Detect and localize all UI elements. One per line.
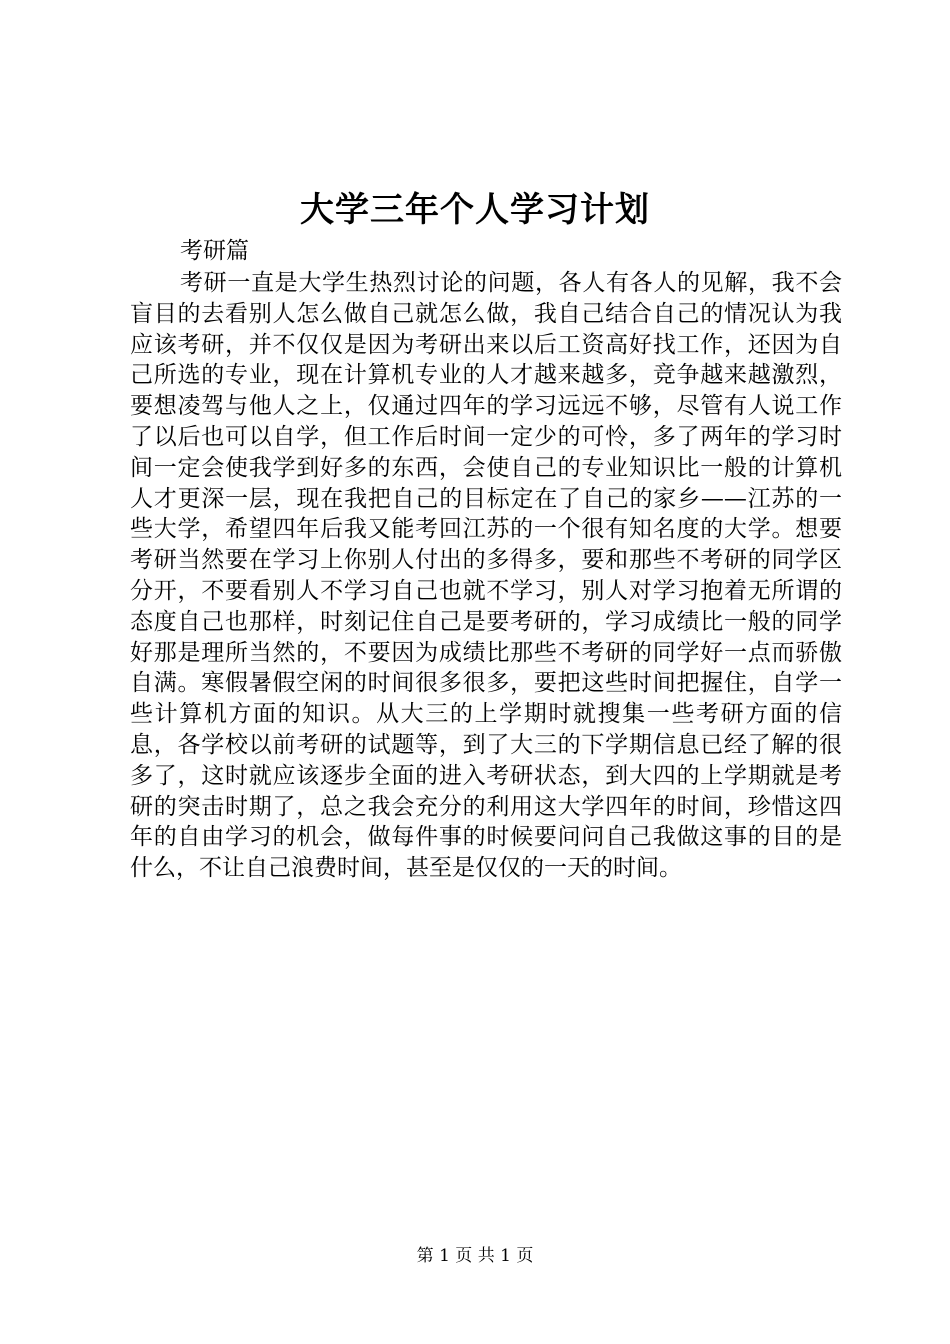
section-heading: 考研篇: [180, 238, 249, 264]
page-footer: 第 1 页 共 1 页: [416, 1246, 534, 1266]
body-paragraph: 考研一直是大学生热烈讨论的问题，各人有各人的见解，我不会盲目的去看别人怎么做自己就怎么做，我自己结合自己的情况认为我应该考研，并不仅仅是因为考研出来以后工资高好找工作，还因为自己所选的专业，现在计算机专业的人才越来越多，竞争越来越激烈，要想凌驾与他人之上，仅通过四年的学习远远不够，尽管有人说工作了以后也可以自学，但工作后时间一定少的可怜，多了两年的学习时间一定会使我学到好多的东西，会使自己的专业知识比一般的计算机人才更深一层，现在我把自己的目标定在了自己的家乡——江苏的一些大学，希望四年后我又能考回江苏的一个很有知名度的大学。想要考研当然要在学习上你别人付出的多得多，要和那些不考研的同学区分开，不要看别人不学习自己也就不学习，别人对学习抱着无所谓的态度自己也那样，时刻记住自己是要考研的，学习成绩比一般的同学好那是理所当然的，不要因为成绩比那些不考研的同学好一点而骄傲自满。寒假暑假空闲的时间很多很多，要把这些时间把握住，自学一些计算机方面的知识。从大三的上学期时就搜集一些考研方面的信息，各学校以前考研的试题等，到了大三的下学期信息已经了解的很多了，这时就应该逐步全面的进入考研状态，到大四的上学期就是考研的突击时期了，总之我会充分的利用这大学四年的时间，珍惜这四年的自由学习的机会，做每件事的时候要问问自己我做这事的目的是什么，不让自己浪费时间，甚至是仅仅的一天的时间。: [130, 270, 842, 882]
document-title: 大学三年个人学习计划: [300, 190, 650, 230]
